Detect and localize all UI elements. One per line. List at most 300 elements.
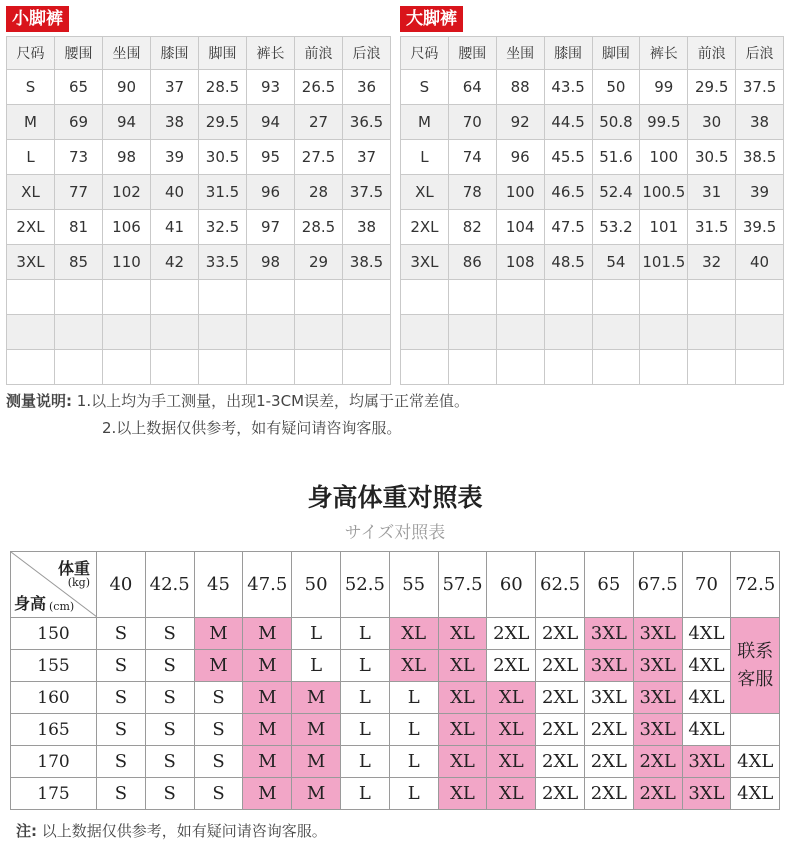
- size-cell: L: [389, 746, 438, 778]
- wide-leg-cell: [592, 350, 640, 385]
- weight-col-header: 70: [682, 552, 731, 618]
- size-cell: S: [194, 746, 243, 778]
- wide-leg-cell: 104: [496, 210, 544, 245]
- height-row-header: 165: [11, 714, 97, 746]
- size-cell: XL: [487, 746, 536, 778]
- small-leg-cell: [151, 280, 199, 315]
- small-leg-cell: 27.5: [295, 140, 343, 175]
- small-leg-cell: 36: [343, 70, 391, 105]
- wide-leg-cell: 74: [448, 140, 496, 175]
- small-leg-cell: 38: [151, 105, 199, 140]
- small-leg-body: [7, 70, 391, 385]
- small-leg-cell: 31.5: [199, 175, 247, 210]
- weight-col-header: 65: [584, 552, 633, 618]
- small-leg-cell: 65: [55, 70, 103, 105]
- small-leg-cell: XL: [7, 175, 55, 210]
- size-cell: XL: [438, 650, 487, 682]
- size-cell: 4XL: [682, 618, 731, 650]
- size-cell: 3XL: [633, 618, 682, 650]
- small-leg-cell: 94: [103, 105, 151, 140]
- small-leg-cell: 69: [55, 105, 103, 140]
- small-leg-cell: 94: [247, 105, 295, 140]
- hw-body: [11, 618, 780, 810]
- wide-leg-cell: 2XL: [401, 210, 449, 245]
- small-leg-col-header: 前浪: [295, 37, 343, 70]
- height-row: [11, 618, 780, 650]
- wide-leg-cell: 44.5: [544, 105, 592, 140]
- wide-leg-cell: L: [401, 140, 449, 175]
- size-cell: M: [292, 682, 341, 714]
- size-cell: L: [340, 650, 389, 682]
- small-leg-cell: 27: [295, 105, 343, 140]
- small-leg-cell: L: [7, 140, 55, 175]
- size-cell: 3XL: [584, 618, 633, 650]
- size-cell: XL: [438, 682, 487, 714]
- small-leg-cell: [7, 315, 55, 350]
- small-leg-cell: [103, 280, 151, 315]
- small-leg-cell: [343, 280, 391, 315]
- height-row: [11, 746, 780, 778]
- size-cell: 4XL: [731, 746, 780, 778]
- size-cell: 4XL: [731, 778, 780, 810]
- height-unit: (cm): [49, 600, 75, 613]
- height-row-header: 155: [11, 650, 97, 682]
- size-cell: XL: [487, 714, 536, 746]
- wide-leg-row: [401, 140, 784, 175]
- weight-col-header: 67.5: [633, 552, 682, 618]
- small-leg-col-header: 裤长: [247, 37, 295, 70]
- wide-leg-cell: [496, 315, 544, 350]
- size-cell: 4XL: [682, 714, 731, 746]
- size-cell: 3XL: [584, 682, 633, 714]
- size-cell: 2XL: [633, 746, 682, 778]
- size-cell: S: [145, 778, 194, 810]
- small-leg-cell: 110: [103, 245, 151, 280]
- small-leg-cell: [7, 280, 55, 315]
- size-cell: L: [340, 778, 389, 810]
- notes-line-1: 1.以上均为手工测量，出现1-3CM误差，均属于正常差值。: [76, 392, 470, 410]
- wide-leg-cell: [640, 350, 688, 385]
- wide-leg-cell: 45.5: [544, 140, 592, 175]
- small-leg-size-chart: [6, 6, 391, 385]
- wide-leg-cell: [736, 315, 784, 350]
- wide-leg-cell: 30.5: [688, 140, 736, 175]
- size-cell: S: [145, 682, 194, 714]
- contact-service-cell: 联系 客服: [731, 618, 780, 714]
- size-cell: L: [340, 618, 389, 650]
- small-leg-cell: 90: [103, 70, 151, 105]
- small-leg-cell: [247, 350, 295, 385]
- wide-leg-cell: 86: [448, 245, 496, 280]
- wide-leg-cell: 64: [448, 70, 496, 105]
- size-cell: 2XL: [536, 746, 585, 778]
- small-leg-cell: 102: [103, 175, 151, 210]
- size-cell: S: [97, 650, 146, 682]
- size-cell: L: [292, 650, 341, 682]
- size-cell: M: [292, 714, 341, 746]
- wide-leg-cell: 38: [736, 105, 784, 140]
- wide-leg-cell: [448, 350, 496, 385]
- size-cell: XL: [438, 618, 487, 650]
- wide-leg-body: [401, 70, 784, 385]
- small-leg-cell: 3XL: [7, 245, 55, 280]
- small-leg-cell: [151, 315, 199, 350]
- size-cell: S: [145, 650, 194, 682]
- height-weight-table: [10, 551, 780, 810]
- wide-leg-cell: 101: [640, 210, 688, 245]
- small-leg-col-header: 坐围: [103, 37, 151, 70]
- small-leg-row: [7, 315, 391, 350]
- wide-leg-cell: [640, 315, 688, 350]
- wide-leg-cell: 48.5: [544, 245, 592, 280]
- wide-leg-cell: XL: [401, 175, 449, 210]
- wide-leg-cell: [401, 280, 449, 315]
- small-leg-cell: 42: [151, 245, 199, 280]
- wide-leg-cell: [688, 315, 736, 350]
- size-cell: L: [340, 714, 389, 746]
- size-cell: L: [389, 682, 438, 714]
- wide-leg-col-header: 尺码: [401, 37, 449, 70]
- wide-leg-cell: [448, 315, 496, 350]
- wide-leg-cell: 43.5: [544, 70, 592, 105]
- small-leg-cell: [295, 280, 343, 315]
- wide-leg-col-header: 坐围: [496, 37, 544, 70]
- small-leg-col-header: 尺码: [7, 37, 55, 70]
- weight-col-header: 57.5: [438, 552, 487, 618]
- wide-leg-row: [401, 70, 784, 105]
- small-leg-cell: 37: [151, 70, 199, 105]
- hw-subtitle: サイズ对照表: [344, 523, 446, 543]
- small-leg-row: [7, 350, 391, 385]
- small-leg-cell: [55, 350, 103, 385]
- size-cell: 3XL: [584, 650, 633, 682]
- wide-leg-size-chart: [400, 6, 784, 385]
- small-leg-cell: [247, 315, 295, 350]
- wide-leg-cell: 108: [496, 245, 544, 280]
- size-cell: S: [194, 682, 243, 714]
- small-leg-cell: [199, 280, 247, 315]
- wide-leg-row: [401, 105, 784, 140]
- wide-leg-cell: 38.5: [736, 140, 784, 175]
- size-cell: 2XL: [536, 650, 585, 682]
- small-leg-cell: 2XL: [7, 210, 55, 245]
- wide-leg-col-header: 膝围: [544, 37, 592, 70]
- small-leg-table: [6, 36, 391, 385]
- size-cell: XL: [389, 650, 438, 682]
- wide-leg-cell: M: [401, 105, 449, 140]
- small-leg-row: [7, 280, 391, 315]
- size-cell: 4XL: [682, 682, 731, 714]
- wide-leg-cell: 29.5: [688, 70, 736, 105]
- wide-leg-cell: 100.5: [640, 175, 688, 210]
- small-leg-cell: 29: [295, 245, 343, 280]
- size-cell: XL: [487, 682, 536, 714]
- size-cell: S: [97, 618, 146, 650]
- wide-leg-cell: 54: [592, 245, 640, 280]
- wide-leg-col-header: 后浪: [736, 37, 784, 70]
- size-cell: L: [340, 682, 389, 714]
- height-row: [11, 714, 780, 746]
- size-cell: S: [194, 714, 243, 746]
- size-cell: M: [292, 746, 341, 778]
- size-cell: 3XL: [633, 714, 682, 746]
- wide-leg-col-header: 腰围: [448, 37, 496, 70]
- small-leg-cell: [151, 350, 199, 385]
- small-leg-cell: 96: [247, 175, 295, 210]
- small-leg-cell: 93: [247, 70, 295, 105]
- size-cell: M: [194, 650, 243, 682]
- small-leg-cell: [199, 315, 247, 350]
- size-cell: M: [292, 778, 341, 810]
- small-leg-cell: [55, 315, 103, 350]
- size-cell: S: [97, 778, 146, 810]
- small-leg-tag: 小脚裤: [6, 6, 69, 32]
- wide-leg-cell: 100: [640, 140, 688, 175]
- small-leg-cell: 41: [151, 210, 199, 245]
- height-row-header: 150: [11, 618, 97, 650]
- height-row: [11, 682, 780, 714]
- small-leg-cell: [295, 315, 343, 350]
- small-leg-row: [7, 70, 391, 105]
- size-cell: 3XL: [682, 778, 731, 810]
- small-leg-cell: 106: [103, 210, 151, 245]
- size-cell: S: [97, 714, 146, 746]
- small-leg-cell: [55, 280, 103, 315]
- small-leg-cell: 26.5: [295, 70, 343, 105]
- small-leg-cell: 77: [55, 175, 103, 210]
- weight-col-header: 62.5: [536, 552, 585, 618]
- weight-col-header: 50: [292, 552, 341, 618]
- wide-leg-tag: 大脚裤: [400, 6, 463, 32]
- wide-leg-cell: 47.5: [544, 210, 592, 245]
- small-leg-cell: 37.5: [343, 175, 391, 210]
- small-leg-cell: M: [7, 105, 55, 140]
- size-cell: M: [194, 618, 243, 650]
- wide-leg-cell: 99: [640, 70, 688, 105]
- wide-leg-cell: 40: [736, 245, 784, 280]
- hw-corner-cell: [11, 552, 97, 618]
- small-leg-cell: [295, 350, 343, 385]
- wide-leg-cell: 39.5: [736, 210, 784, 245]
- wide-leg-cell: [544, 350, 592, 385]
- wide-leg-cell: [496, 350, 544, 385]
- wide-leg-row: [401, 350, 784, 385]
- size-cell: XL: [438, 746, 487, 778]
- wide-leg-row: [401, 315, 784, 350]
- small-leg-cell: S: [7, 70, 55, 105]
- wide-leg-cell: [688, 280, 736, 315]
- small-leg-row: [7, 245, 391, 280]
- weight-col-header: 45: [194, 552, 243, 618]
- small-leg-cell: 28.5: [295, 210, 343, 245]
- small-leg-cell: 85: [55, 245, 103, 280]
- weight-col-header: 60: [487, 552, 536, 618]
- size-cell: L: [340, 746, 389, 778]
- small-leg-cell: 37: [343, 140, 391, 175]
- height-label: 身高: [14, 594, 47, 613]
- small-leg-cell: [7, 350, 55, 385]
- wide-leg-cell: [640, 280, 688, 315]
- wide-leg-row: [401, 280, 784, 315]
- size-cell: S: [97, 682, 146, 714]
- height-row-header: 160: [11, 682, 97, 714]
- wide-leg-cell: 51.6: [592, 140, 640, 175]
- size-cell: 3XL: [633, 650, 682, 682]
- wide-leg-cell: 70: [448, 105, 496, 140]
- footnote-text: 以上数据仅供参考，如有疑问请咨询客服。: [41, 822, 327, 840]
- small-leg-cell: [247, 280, 295, 315]
- wide-leg-cell: 82: [448, 210, 496, 245]
- size-cell: XL: [389, 618, 438, 650]
- size-cell: XL: [438, 778, 487, 810]
- wide-leg-cell: 3XL: [401, 245, 449, 280]
- height-row-header: 170: [11, 746, 97, 778]
- small-leg-col-header: 后浪: [343, 37, 391, 70]
- small-leg-cell: 40: [151, 175, 199, 210]
- weight-label: 体重: [57, 559, 90, 578]
- small-leg-cell: 81: [55, 210, 103, 245]
- weight-col-header: 55: [389, 552, 438, 618]
- size-cell: S: [194, 778, 243, 810]
- small-leg-row: [7, 140, 391, 175]
- small-leg-cell: 32.5: [199, 210, 247, 245]
- wide-leg-cell: 50: [592, 70, 640, 105]
- small-leg-cell: 38.5: [343, 245, 391, 280]
- size-cell: 2XL: [584, 778, 633, 810]
- wide-leg-cell: [401, 315, 449, 350]
- size-cell: L: [389, 778, 438, 810]
- wide-leg-cell: 50.8: [592, 105, 640, 140]
- size-cell: XL: [487, 778, 536, 810]
- size-cell: M: [243, 682, 292, 714]
- wide-leg-cell: [544, 280, 592, 315]
- size-cell: S: [145, 714, 194, 746]
- wide-leg-col-header: 脚围: [592, 37, 640, 70]
- size-cell: 2XL: [584, 714, 633, 746]
- small-leg-cell: 28: [295, 175, 343, 210]
- size-cell: M: [243, 714, 292, 746]
- weight-col-header: 72.5: [731, 552, 780, 618]
- wide-leg-cell: 99.5: [640, 105, 688, 140]
- small-leg-cell: 73: [55, 140, 103, 175]
- wide-leg-cell: [736, 350, 784, 385]
- small-leg-cell: 30.5: [199, 140, 247, 175]
- size-cell: S: [145, 618, 194, 650]
- wide-leg-cell: [688, 350, 736, 385]
- wide-leg-cell: 37.5: [736, 70, 784, 105]
- size-cell: 2XL: [487, 618, 536, 650]
- small-leg-row: [7, 210, 391, 245]
- wide-leg-cell: [592, 315, 640, 350]
- small-leg-col-header: 膝围: [151, 37, 199, 70]
- size-cell: S: [97, 746, 146, 778]
- wide-leg-cell: 30: [688, 105, 736, 140]
- wide-leg-table: [400, 36, 784, 385]
- small-leg-cell: 39: [151, 140, 199, 175]
- size-cell: [731, 714, 780, 746]
- size-cell: S: [145, 746, 194, 778]
- wide-leg-cell: [448, 280, 496, 315]
- wide-leg-cell: 88: [496, 70, 544, 105]
- wide-leg-cell: 78: [448, 175, 496, 210]
- small-leg-cell: 36.5: [343, 105, 391, 140]
- wide-leg-cell: 53.2: [592, 210, 640, 245]
- small-leg-cell: [103, 350, 151, 385]
- wide-leg-header-row: [401, 37, 784, 70]
- small-leg-col-header: 腰围: [55, 37, 103, 70]
- size-cell: 4XL: [682, 650, 731, 682]
- wide-leg-cell: 96: [496, 140, 544, 175]
- size-cell: 2XL: [487, 650, 536, 682]
- weight-col-header: 47.5: [243, 552, 292, 618]
- small-leg-cell: 98: [103, 140, 151, 175]
- small-leg-cell: [199, 350, 247, 385]
- wide-leg-cell: [544, 315, 592, 350]
- wide-leg-cell: 31: [688, 175, 736, 210]
- size-cell: XL: [438, 714, 487, 746]
- height-row-header: 175: [11, 778, 97, 810]
- weight-col-header: 52.5: [340, 552, 389, 618]
- size-cell: L: [292, 618, 341, 650]
- hw-header-row: [11, 552, 780, 618]
- height-row: [11, 650, 780, 682]
- footnote-label: 注:: [16, 822, 37, 840]
- small-leg-cell: [103, 315, 151, 350]
- wide-leg-cell: [592, 280, 640, 315]
- small-leg-header-row: [7, 37, 391, 70]
- size-cell: 2XL: [584, 746, 633, 778]
- wide-leg-cell: [496, 280, 544, 315]
- weight-unit: (kg): [67, 576, 90, 589]
- size-cell: 2XL: [536, 778, 585, 810]
- wide-leg-cell: 46.5: [544, 175, 592, 210]
- wide-leg-cell: 52.4: [592, 175, 640, 210]
- wide-leg-cell: 100: [496, 175, 544, 210]
- size-cell: 2XL: [536, 714, 585, 746]
- size-cell: M: [243, 778, 292, 810]
- wide-leg-cell: 101.5: [640, 245, 688, 280]
- wide-leg-row: [401, 245, 784, 280]
- notes-label: 测量说明:: [6, 392, 72, 410]
- size-cell: M: [243, 746, 292, 778]
- small-leg-row: [7, 175, 391, 210]
- weight-col-header: 40: [97, 552, 146, 618]
- wide-leg-col-header: 裤长: [640, 37, 688, 70]
- size-cell: M: [243, 618, 292, 650]
- size-cell: M: [243, 650, 292, 682]
- small-leg-cell: [343, 350, 391, 385]
- measurement-notes: [6, 388, 469, 442]
- small-leg-cell: 28.5: [199, 70, 247, 105]
- size-cell: L: [389, 714, 438, 746]
- wide-leg-cell: 39: [736, 175, 784, 210]
- wide-leg-col-header: 前浪: [688, 37, 736, 70]
- small-leg-cell: 95: [247, 140, 295, 175]
- wide-leg-cell: 92: [496, 105, 544, 140]
- weight-col-header: 42.5: [145, 552, 194, 618]
- small-leg-cell: 98: [247, 245, 295, 280]
- wide-leg-cell: 31.5: [688, 210, 736, 245]
- small-leg-cell: [343, 315, 391, 350]
- notes-line-2: 2.以上数据仅供参考，如有疑问请咨询客服。: [102, 419, 402, 437]
- small-leg-cell: 97: [247, 210, 295, 245]
- size-cell: 2XL: [536, 682, 585, 714]
- wide-leg-cell: S: [401, 70, 449, 105]
- small-leg-col-header: 脚围: [199, 37, 247, 70]
- size-cell: 2XL: [536, 618, 585, 650]
- small-leg-cell: 29.5: [199, 105, 247, 140]
- small-leg-cell: 33.5: [199, 245, 247, 280]
